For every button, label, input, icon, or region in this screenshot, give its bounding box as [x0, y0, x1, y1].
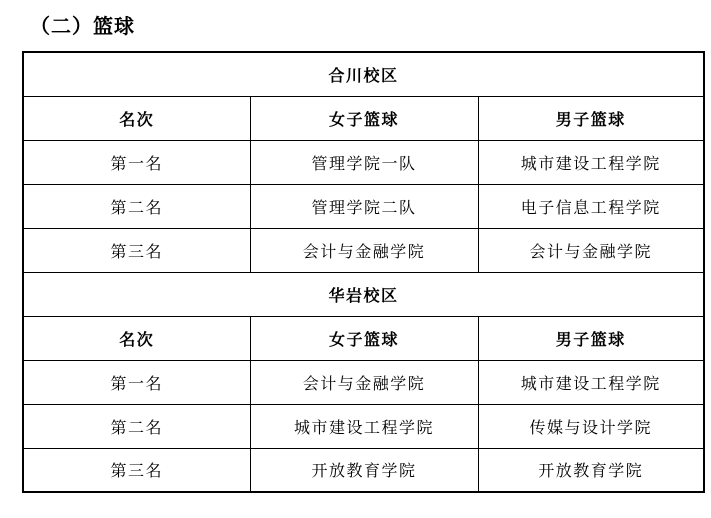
- women-team-cell: 城市建设工程学院: [250, 404, 478, 448]
- campus-title-huayan: 华岩校区: [23, 272, 704, 316]
- women-team-cell: 开放教育学院: [250, 448, 478, 492]
- men-team-cell: 城市建设工程学院: [478, 360, 704, 404]
- rank-cell: 第二名: [23, 404, 250, 448]
- men-team-cell: 电子信息工程学院: [478, 184, 704, 228]
- rank-cell: 第三名: [23, 448, 250, 492]
- table-row: [23, 360, 704, 404]
- column-header-men-basketball: 男子篮球: [478, 316, 704, 360]
- men-team-cell: 城市建设工程学院: [478, 140, 704, 184]
- men-team-cell: 会计与金融学院: [478, 228, 704, 272]
- rank-cell: 第二名: [23, 184, 250, 228]
- women-team-cell: 会计与金融学院: [250, 360, 478, 404]
- table-row: [23, 404, 704, 448]
- table-row: [23, 448, 704, 492]
- header-row: [23, 316, 704, 360]
- column-header-rank: 名次: [23, 316, 250, 360]
- campus-row: [23, 272, 704, 316]
- campus-row: [23, 52, 704, 96]
- table-row: [23, 228, 704, 272]
- rank-cell: 第三名: [23, 228, 250, 272]
- table-row: [23, 184, 704, 228]
- column-header-women-basketball: 女子篮球: [250, 316, 478, 360]
- men-team-cell: 传媒与设计学院: [478, 404, 704, 448]
- rank-cell: 第一名: [23, 360, 250, 404]
- column-header-women-basketball: 女子篮球: [250, 96, 478, 140]
- women-team-cell: 管理学院二队: [250, 184, 478, 228]
- women-team-cell: 会计与金融学院: [250, 228, 478, 272]
- men-team-cell: 开放教育学院: [478, 448, 704, 492]
- page-title: （二）篮球: [30, 16, 135, 38]
- table-row: [23, 140, 704, 184]
- header-row: [23, 96, 704, 140]
- column-header-rank: 名次: [23, 96, 250, 140]
- rank-cell: 第一名: [23, 140, 250, 184]
- basketball-results-table: [22, 51, 705, 493]
- women-team-cell: 管理学院一队: [250, 140, 478, 184]
- column-header-men-basketball: 男子篮球: [478, 96, 704, 140]
- campus-title-hechuan: 合川校区: [23, 52, 704, 96]
